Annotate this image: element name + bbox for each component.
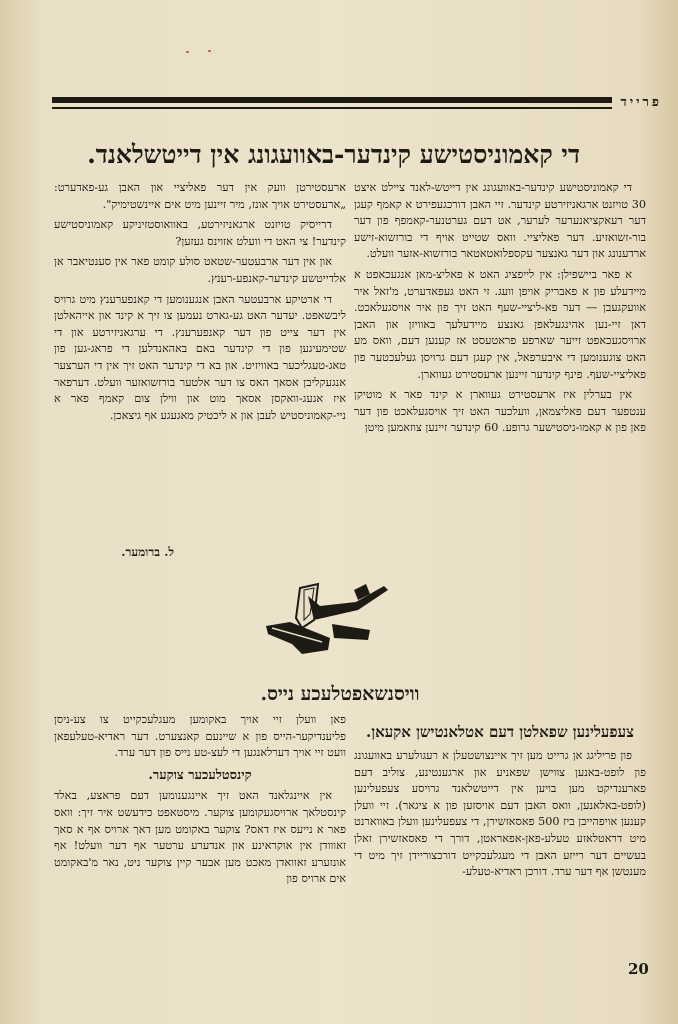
news-heading: קינסטלעכער צוקער. — [148, 767, 252, 783]
ink-spot — [186, 51, 189, 53]
paragraph: אין איינגלאנד האט זיך איינגענומען דעם פראצע, באלד קינסטלאך ארויסגעקומען צוקער. מיסטאפט כידעשט איר זיך: וואס פאר א נייעס איז דאס? צוקער באקומט מען דאך ארויס אף א סאך זאווודן אין אוקראינע און אנדערע ערטער אף דער וועלט! אף אונזערע זאוואדן מאכט מען אבער קיין צוקער ניט, נאר מ'באקומט אים ארויס פון — [54, 789, 346, 886]
paragraph: פאן וועלן זיי אויך באקומען מעגלעכקייט צו צע-ניסן פליענדיקער-הייס פון א שיינעם קאנצערט. דער ראדיא-טעלעפאן וועט זיי אויך דערלאנגען די לעצ-טע נייס פון דער ערד. — [54, 713, 346, 760]
article-title: די קאמוניסטישע קינדער-באוועגונג אין דייטשלאנד. — [87, 140, 580, 169]
paragraph: אין בערלין איז ארעסטירט געווארן א קינד פאר א מוטיקן ענטפער דעם פאליצמאן, וועלכער האט זיך אויסגעלאכט פון דער פאן פון א קאמו-ניסטישער גרופע. 60 קינדער זיינען צוזאמען מיטן — [354, 388, 646, 435]
paragraph: די ארטיקע ארבעטער האבן אנגענומען די קאנפערענץ מיט גרויס ליבשאפט. יעדער האט גע-גארט נעמען צו זיך א קינד און אייהאלטן אין דער צייט פון דער קאנפערענץ. די ערגאניזירטע און די שטימעיגען פון די קינדער באם באהאנדלען די פראג-גען פון טאג-טעגליכער באוויזיט. און בא די קינדער האט זיך אין די הערצער אנגעקליבן אסאך האס צו דער אלטער בורזשואזער וועלט. דערפאר איז אגעג-וואקסן אסאך מוט און ווילן צום קאמף פאר א ניי-קאמוניסטיש לעבן און א ליכטיק מאגעגע אף גיצאכן. — [54, 292, 346, 422]
paragraph: און אין דער ארבעטער-שטאט סולע קומט פאר אין סענטיאבר אן אלדייטשע קינדער-קאנפע-רענץ. — [54, 255, 346, 285]
article-column-left — [54, 180, 346, 428]
news-heading: צעפעלינען שפאלטן דעם אטלאנטישן אקעאן. — [366, 723, 634, 741]
author-signature: ל. ברומער. — [121, 545, 174, 559]
header-label: פרייד — [620, 95, 662, 110]
news-column-left — [54, 712, 346, 892]
paragraph: די קאמוניסטישע קינדער-באוועגונג אין דייטש-לאנד ציילט איצט 30 טויזנט ארגאניזירטע קינדער. זיי האבן דורכגעפירט א קאמף קעגן דער רעאקציאנערער לערער, אט דעם גערטנער-קאמפף פון דער בור-זשואזיע. דער פאליציי. וואס שטייט אויף די בורזשוא-זישע ארדענונג און דער גאנצער עקספלואטאטאר בורזשוא-אזער וועלט. — [354, 181, 646, 261]
paragraph: דרייסיק טויזנט ארגאניזירטע, באוואוסטזיניקע קאמוניסטישע קינדער! צי האט די וועלט אזוינס געזען? — [54, 218, 346, 248]
header-rule-thin — [52, 107, 612, 109]
section-title: וויסנשאפטלעכע נייס. — [260, 683, 420, 705]
news-column-right — [354, 722, 646, 885]
paragraph: א פאר ביישפילן: אין לייפציג האט א פאליצ-מאן אנגעכאפט א מיידעלע פון א פאבריק אויפן וועג. זי האט געפאדערט, מ'זאל איר אוועקגעבן — דער פא-ליציי-שעף האט זיך פון איר אויסגעלאכט. דאן זיי-נען אהינגעלאפן גאנצע מיידעלעך באוויזן און האבן ארויסגעכאפט זייער שארפע פראטעסט אז קענען דעם, וואס מע האט צוגענומען די איבערפאל, אין קעגן דעם גרויסן געלעכטער פון פאליציי-שעף. פינף קינדער זיינען ארעסטירט געווארן. — [354, 267, 646, 381]
article-column-right — [354, 180, 646, 441]
paragraph: פון פריליגג אן גרייט מען זיך איינצושטעלן א רעגולערע באוועגונג פון לופט-באנען צווישן שפאניע און ארגענטינע, צוליב דעם פארענדיקט מען בויען אין דייטשלאנד גרויסע צעפעלינען (לופט-באלאנען, וואס האבן דעם אויסזען פון א ציגאר). זיי וועלן קענען אויפהייבן ביז 500 פאסאזשירן, די צעפעלינען וועלן באווארנט מיט דראטלאזע טעלע-פאן-אפאראטן, דורך די פאסאזשירן זאלן בעשיים דער רייזע האבן די מעגלעכקייט דורכצוריידן זיך מיט די מענטשן אף דער ערד. דורכן ראדיא-טעלע- — [354, 749, 647, 879]
hammer-pick-emblem-icon — [262, 580, 398, 660]
header-rule-thick — [52, 97, 612, 103]
page-number: 20 — [628, 960, 649, 978]
paragraph: ארעסטירטן וועק אין דער פאליציי און האבן גע-פאדערט: „ארעסטירט אויך אונז, מיר זיינען מיט אים איינשטימיק". — [54, 181, 346, 211]
ink-spot — [208, 50, 211, 52]
